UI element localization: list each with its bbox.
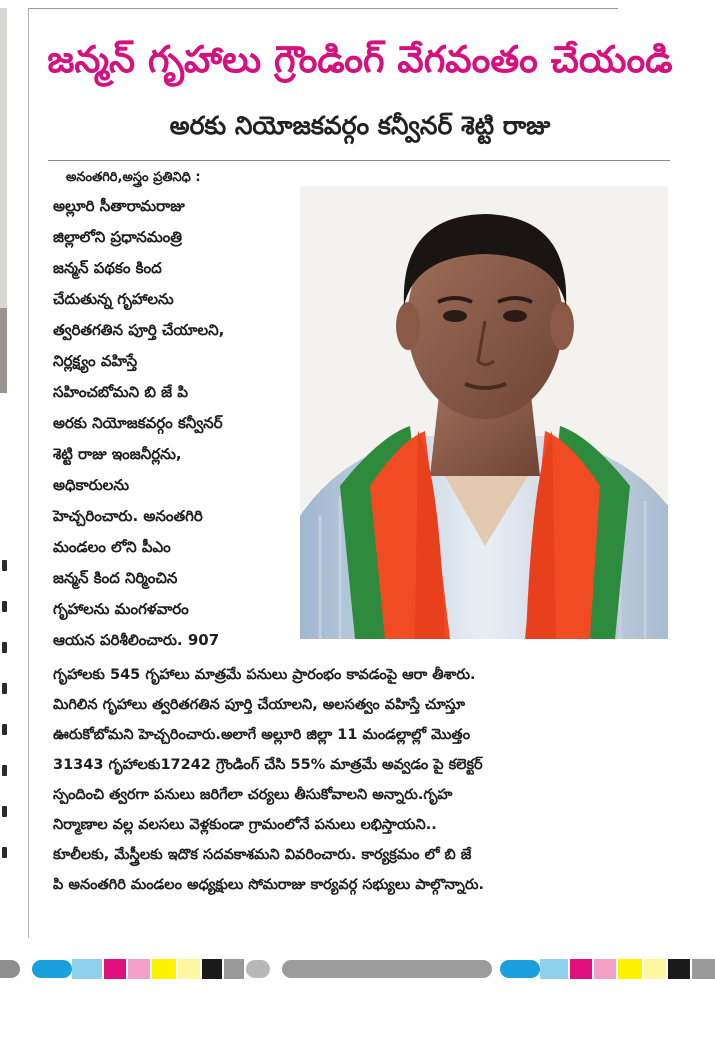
body-line: ఊరుకోబోమని హెచ్చరించారు.అలాగే అల్లూరి జిల్లా 11 మండల్లాల్లో మొత్తం (53, 727, 471, 743)
article-body-full-width (53, 660, 663, 900)
body-line: కూలీలకు, మేస్త్రీలకు ఇదొక సదవకాశమని వివరించారు. కార్యక్రమం లో బి జే (53, 847, 472, 863)
color-registration-strip (0, 953, 715, 983)
body-line: 31343 గృహాలకు17242 గ్రౌండింగ్ చేసి 55% మాత్రమే అవ్వడం పై కలెక్టర్ (53, 757, 483, 773)
body-line: సహించబోమని బి జే పి (53, 383, 188, 401)
body-line: గృహాలను మంగళవారం (53, 600, 189, 618)
adjacent-column-text-fragments (2, 560, 10, 890)
body-line: త్వరితగతిన పూర్తి చేయాలని, (53, 321, 225, 339)
article-dateline: అనంతగిరి,అస్త్రం ప్రతినిధి : (66, 170, 201, 185)
body-line: స్పందించి త్వరగా పనులు జరిగేలా చర్యలు తీసుకోవాలని అన్నారు.గృహ (53, 787, 453, 803)
body-line: గృహాలకు 545 గృహాలు మాత్రమే పనులు ప్రారంభం కావడంపై ఆరా తీశారు. (53, 667, 476, 683)
body-line: చేదుతున్న గృహాలను (53, 290, 174, 308)
body-line: పి అనంతగిరి మండలం అధ్యక్షులు సోమరాజు కార్యవర్గ సభ్యులు పాల్గొన్నారు. (53, 877, 485, 893)
portrait-photo-icon-graphic (300, 186, 668, 639)
body-line: హెచ్చరించారు. అనంతగిరి (53, 507, 203, 525)
body-line: జిల్లాలోని ప్రధానమంత్రి (53, 228, 183, 246)
body-line: జన్మన్ కింద నిర్మించిన (53, 569, 178, 587)
column-divider (28, 8, 29, 938)
body-line: మిగిలిన గృహాలు త్వరితగతిన పూర్తి చేయాలని, అలసత్వం వహిస్తే చూస్తూ (53, 697, 466, 713)
body-line: నిర్లక్ష్యం వహిస్తే (53, 352, 138, 370)
body-line: అల్లూరి సీతారామరాజు (53, 197, 185, 215)
body-line: శెట్టి రాజు ఇంజనీర్లను, (53, 445, 182, 463)
headline-divider (48, 160, 670, 161)
article-body-column (53, 191, 298, 656)
article-headline: జన్మన్ గృహాలు గ్రౌండింగ్ వేగవంతం చేయండి (47, 38, 673, 81)
body-line: మండలం లోని పీఎం (53, 538, 171, 556)
body-line: అరకు నియోజకవర్గం కన్వీనర్ (53, 414, 223, 432)
portrait-photo (300, 186, 668, 639)
body-line: ఆయన పరిశీలించారు. 907 (53, 631, 220, 649)
top-rule (28, 8, 618, 9)
adjacent-column-strip (0, 8, 7, 393)
body-line: జన్మన్ పథకం కింద (53, 259, 162, 277)
article-subheadline: అరకు నియోజకవర్గం కన్వీనర్ శెట్టి రాజు (169, 111, 551, 140)
body-line: నిర్మాణాల వల్ల వలసలు వెళ్లకుండా గ్రామంలోనే పనులు లభిస్తాయని.. (53, 817, 437, 833)
body-line: అధికారులను (53, 476, 130, 494)
